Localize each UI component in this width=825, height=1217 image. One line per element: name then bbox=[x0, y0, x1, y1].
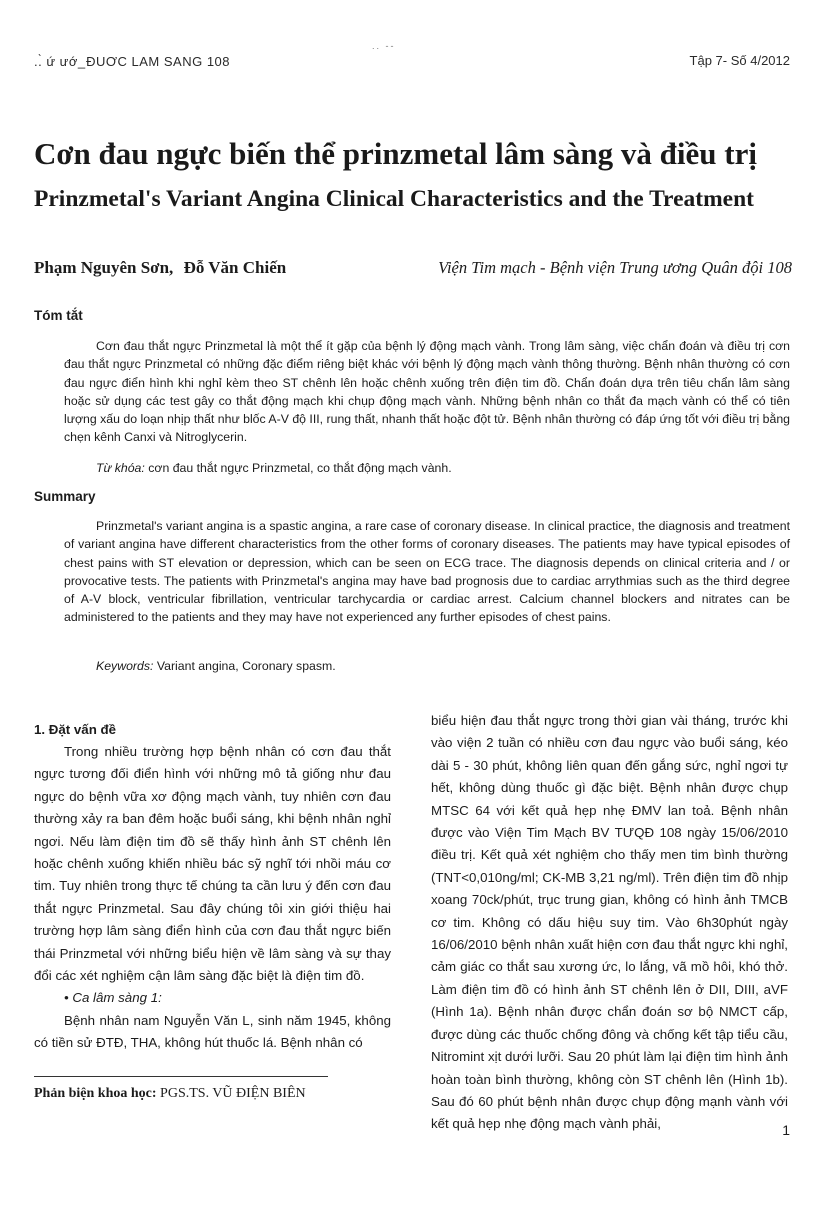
abstract-vi-text: Cơn đau thắt ngực Prinzmetal là một thể ít gặp của bệnh lý động mạch vành. Trong lâm sàng, việc chẩn đoán và điều trị cơn đau thắt ngực Prinzmetal có những đặc điểm riêng biệt khác với bệnh lý động mạch vành thông thường. Bệnh nhân thường có cơn đau ngực điển hình khi nghỉ kèm theo ST chênh lên hoặc chênh xuống trên điện tim đồ. Chẩn đoán dựa trên tiêu chẩn lâm sàng hoặc sử dụng các test gây co thắt động mạch khi chụp động mạch vành. Những bệnh nhân co thắt đa mạch vành có thể có tiên lượng xấu do loạn nhịp thất như blốc A-V độ III, rung thất, nhanh thất hoặc đột tử. Bệnh nhân thường có đáp ứng tốt với điều trị bằng chẹn kênh Canxi và Nitroglycerin. bbox=[64, 339, 790, 445]
body-column-left bbox=[34, 719, 391, 1055]
keywords-en bbox=[96, 657, 336, 675]
case-label: • Ca lâm sàng 1: bbox=[64, 990, 162, 1006]
abstract-en-text: Prinzmetal's variant angina is a spastic angina, a rare case of coronary disease. In clinical practice, the diagnosis and treatment of variant angina have different characteristics from the other forms of coronary diseases. The patients may have typical episodes of chest pains with ST elevation or depression, which can be seen on ECG trace. The diagnosis depends on clinical criteria and / or provocative tests. The patients with Prinzmetal's angina may have bad prognosis due to cardiac arrythmias such as the third degree of A-V block, ventricular fibrillation, ventricular tarchycardia or cardiac arrest. Calcium channel blockers and nitrates can be administered to the patients and they may have not experienced any further episodes of chest pains. bbox=[64, 519, 790, 625]
reviewer-name: PGS.TS. VŨ ĐIỆN BIÊN bbox=[160, 1086, 306, 1101]
header-marks: .. -- bbox=[372, 41, 396, 51]
body-paragraph: Bệnh nhân nam Nguyễn Văn L, sinh năm 1945, không có tiền sử ĐTĐ, THA, không hút thuốc lá. Bệnh nhân có bbox=[34, 1012, 391, 1051]
keywords-label: Keywords: bbox=[96, 659, 154, 673]
title-english: Prinzmetal's Variant Angina Clinical Characteristics and the Treatment bbox=[34, 186, 754, 212]
author-affiliation: Viện Tim mạch - Bệnh viện Trung ương Quân đội 108 bbox=[438, 258, 792, 277]
body-column-right bbox=[431, 710, 788, 1136]
body-paragraph: Trong nhiều trường hợp bệnh nhân có cơn đau thắt ngực tương đối điển hình với những mô tả giống như đau ngực do bệnh vữa xơ động mạch vành, tuy nhiên cơn đau thường xảy ra ban đêm hoặc buổi sáng, khi bệnh nhân nghỉ ngơi. Nếu làm điện tim đồ sẽ thấy hình ảnh ST chênh lên hoặc chênh xuống khiến nhiều bác sỹ nghĩ tới nhồi máu cơ tim. Tuy nhiên trong thực tế chúng ta cần lưu ý đến cơn đau thắt ngực Prinzmetal. Sau đây chúng tôi xin giới thiệu hai trường hợp lâm sàng điển hình của cơn đau thắt ngực biến thái Prinzmetal với những biểu hiện về lâm sàng và sự thay đổi các xét nghiệm cận lâm sàng đặc biệt là điện tim đồ. bbox=[34, 744, 391, 984]
keywords-label: Từ khóa: bbox=[96, 461, 145, 475]
author-name: Đỗ Văn Chiến bbox=[183, 258, 287, 277]
footnote-label: Phản biện khoa học: bbox=[34, 1086, 157, 1101]
page-number: 1 bbox=[782, 1122, 790, 1138]
footnote-divider bbox=[34, 1076, 328, 1077]
section-heading: 1. Đặt vấn đề bbox=[34, 722, 117, 737]
abstract-vi-heading: Tóm tắt bbox=[34, 308, 83, 323]
keywords-text: cơn đau thắt ngực Prinzmetal, co thắt động mạch vành. bbox=[144, 461, 452, 475]
author-name: Phạm Nguyên Sơn, bbox=[34, 258, 174, 277]
issue-label: Tập 7- Số 4/2012 bbox=[689, 53, 790, 68]
body-paragraph: biểu hiện đau thắt ngực trong thời gian vài tháng, trước khi vào viện 2 tuần có nhiều cơn đau ngực vào buổi sáng, kéo dài 5 - 30 phút, không liên quan đến gắng sức, nghỉ ngơi tự hết, không dùng thuốc gì đặc biệt. Bệnh nhân được chụp MTSC 64 với kết quả hẹp nhẹ ĐMV lan toả. Bệnh nhân được vào Viện Tim Mạch BV TƯQĐ 108 ngày 15/06/2010 điều trị. Kết quả xét nghiệm cho thấy men tim bình thường (TNT<0,010ng/ml; CK-MB 3,21 ng/ml). Trên điện tim đồ nhịp xoang 70ck/phút, trục trung gian, không có hình ảnh TMCB cơ tim. Không có dấu hiệu suy tim. Vào 6h30phút ngày 16/06/2010 bệnh nhân xuất hiện cơn đau thắt ngực khi nghỉ, cảm giác co thắt sau xương ức, lo lắng, vã mồ hôi, khó thở. Làm điện tim đồ có hình ảnh ST chênh lên ở DII, DIII, aVF (Hình 1a). Bệnh nhân được chẩn đoán sơ bộ NMCT cấp, được dùng các thuốc chống đông và chống kết tập tiểu cầu, Nitromint xịt dưới lưỡi. Sau 20 phút làm lại điện tim hình ảnh hoàn toàn bình thường, không còn ST chênh lên (Hình 1b). Sau đó 60 phút bệnh nhân được chụp động mạnh vành với kết quả hẹp nhẹ động mạch vành phải, bbox=[431, 713, 788, 1132]
title-vietnamese: Cơn đau ngực biến thể prinzmetal lâm sàng và điều trị bbox=[34, 136, 757, 171]
abstract-en-heading: Summary bbox=[34, 489, 96, 504]
journal-name: ..̀ ứ ướ ̲ ĐUƠC LAM SANG 108 bbox=[34, 54, 231, 69]
author-list bbox=[34, 258, 286, 278]
keywords-text: Variant angina, Coronary spasm. bbox=[153, 659, 336, 673]
keywords-vi bbox=[96, 459, 452, 477]
reviewer-footnote bbox=[34, 1086, 306, 1102]
